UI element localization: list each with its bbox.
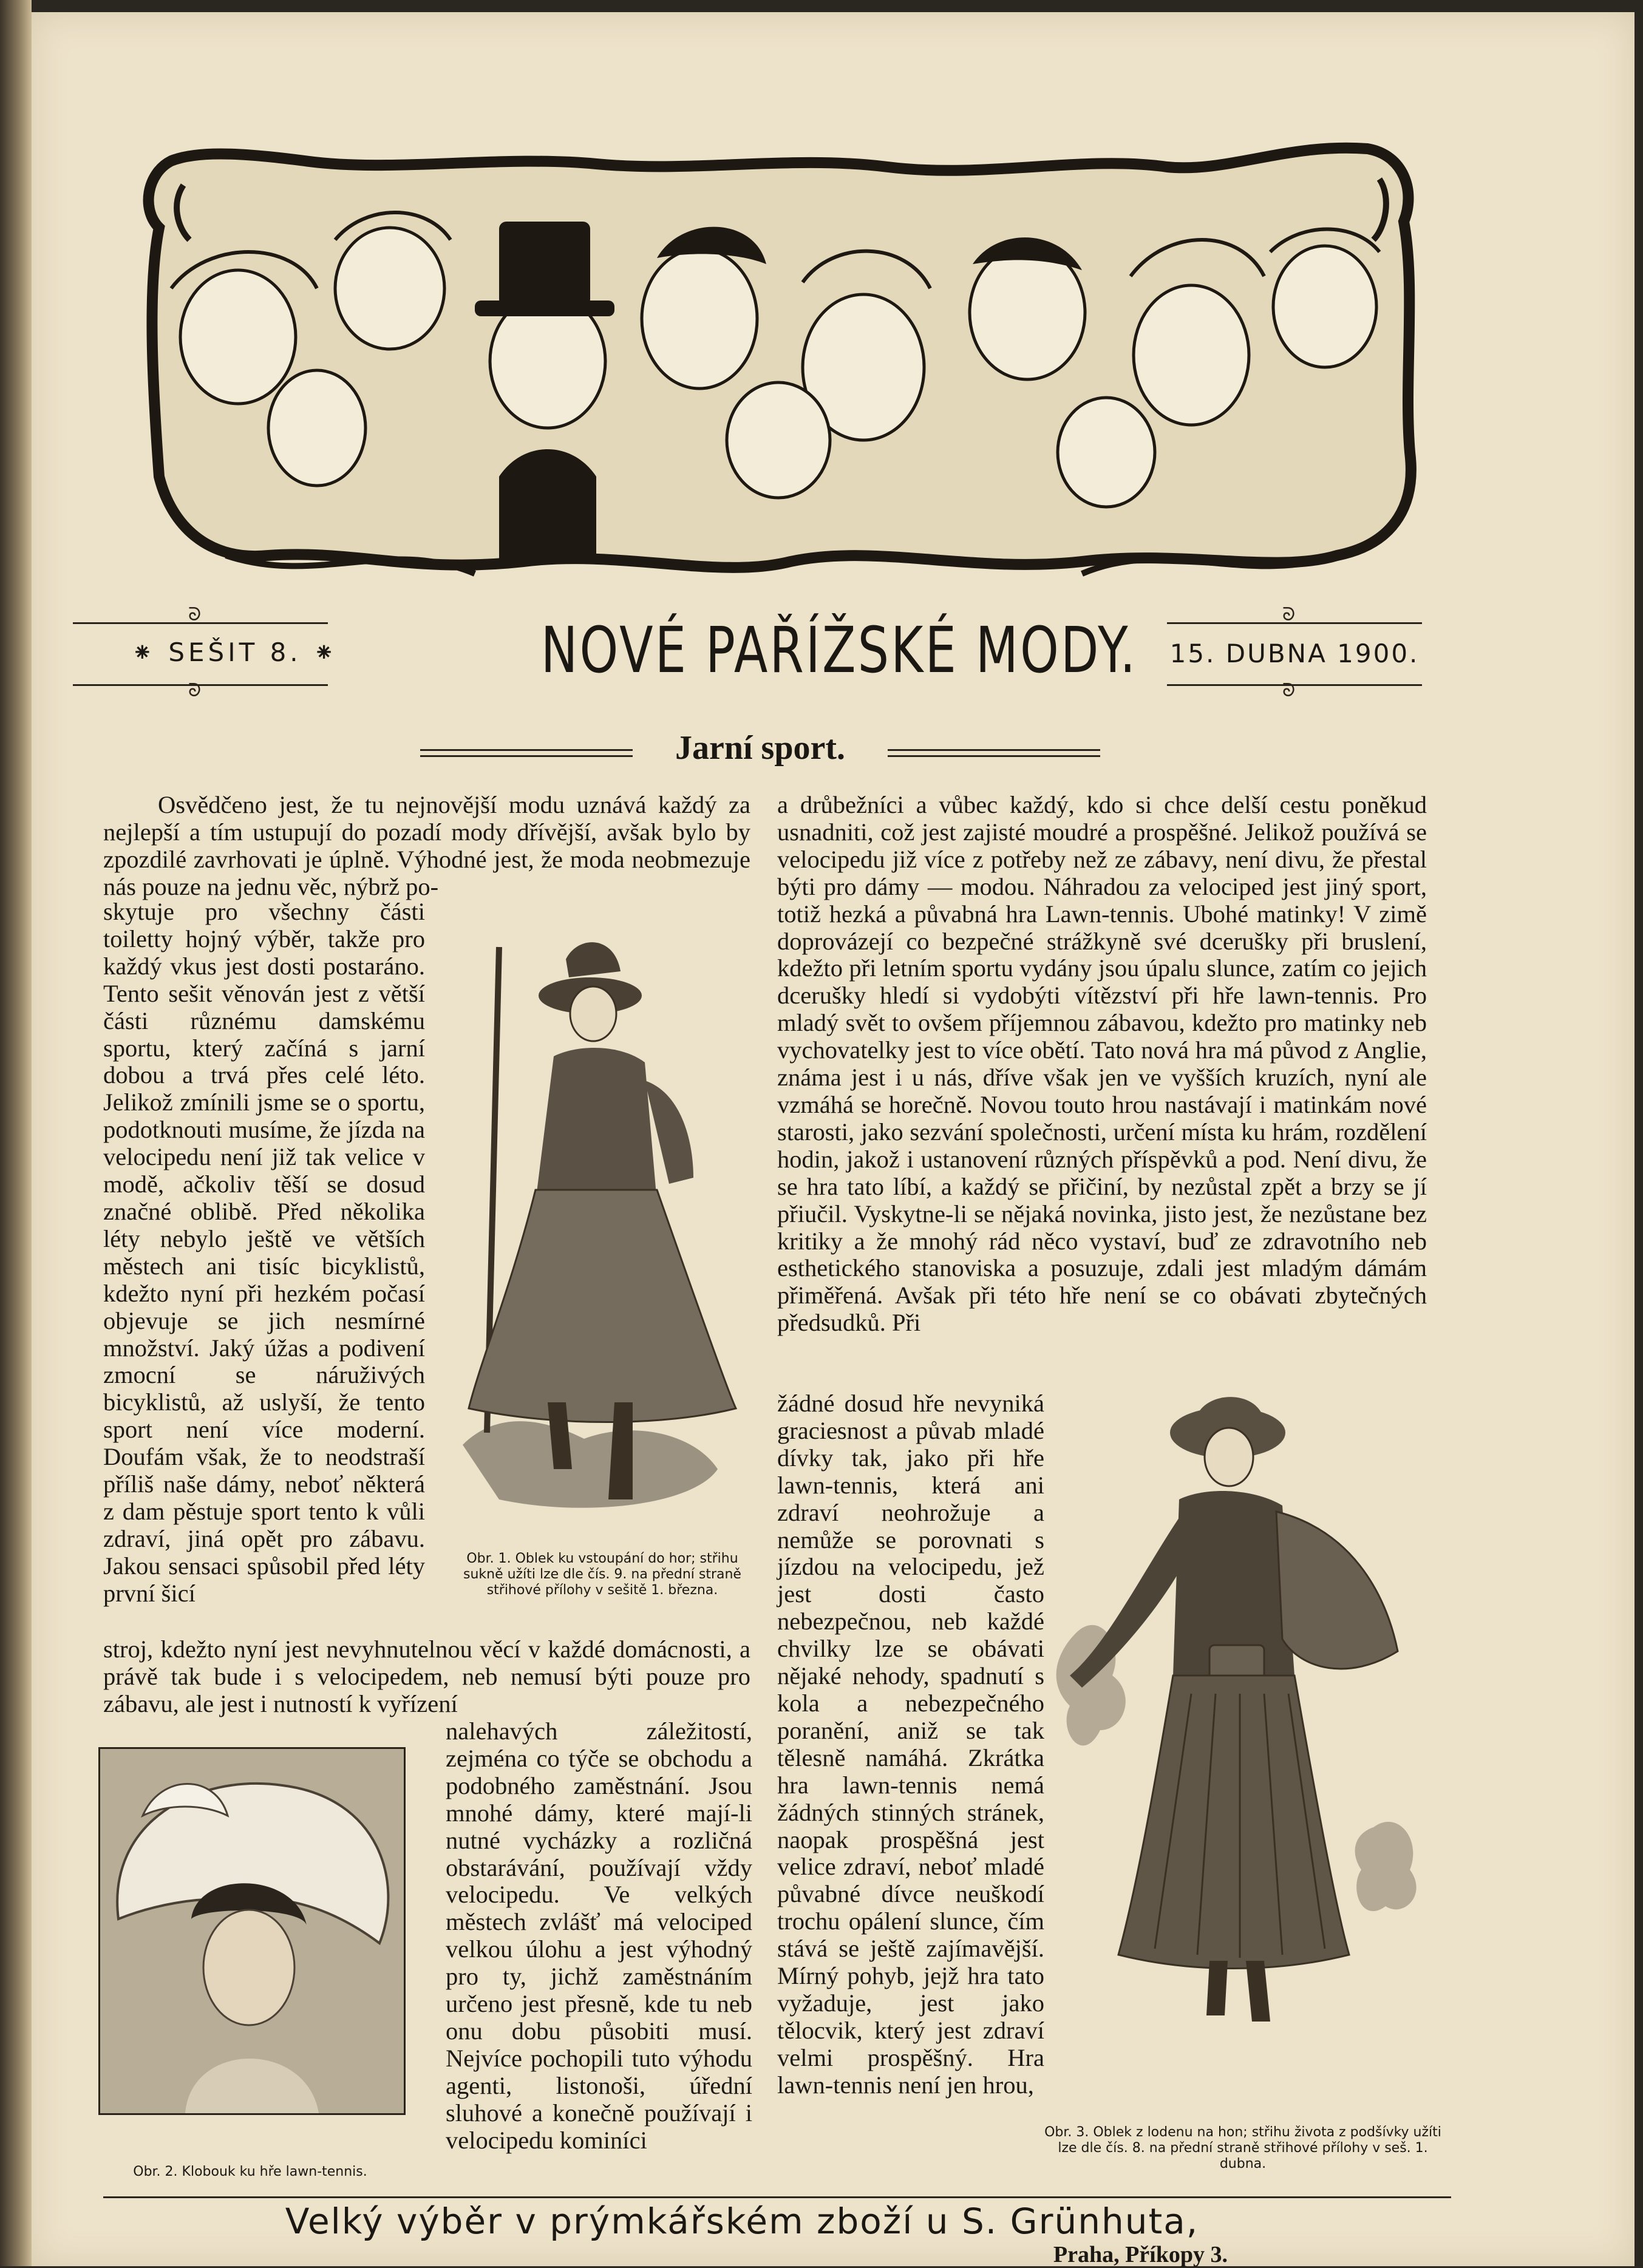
article-column-left xyxy=(103,898,425,1608)
ornament: ᘐ xyxy=(188,680,202,701)
advertisement-address: Praha, Příkopy 3. xyxy=(1053,2242,1228,2267)
header-illustration xyxy=(135,137,1428,580)
figure-tennis-hat xyxy=(98,1747,406,2115)
article-column-right-narrow xyxy=(777,1390,1044,2099)
paragraph: skytuje pro všechny části toiletty hojný výběr, takže pro každý vkus jest dosti postaráno. Tento sešit věnován jest z větší části různému damskému sportu, který začíná s jarní dobou a trvá přes celé léto. Jelikož zmínili jsme se o sportu, podotknouti musíme, že jízda na velocipedu není již tak velice v modě, ačkoliv těší se dosud značné oblibě. Před několika léty nebylo ještě ve větších městech ani tisíc bicyklistů, kdežto nyní při hezkém počasí objevuje se jich nesmírné množství. Jaký úžas a podivení zmocní se náruživých bicyklistů, až uslyší, že tento sport není více moderní. Doufám však, že to neodstraší příliš naše dámy, neboť některá z dam pěstuje sport tento k vůli zdraví, jiná opět pro zábavu. Jakou sensaci spůsobil před léty první šicí xyxy=(103,898,425,1607)
paragraph: žádné dosud hře nevyniká graciesnost a půvab mladé dívky tak, jako při hře lawn-tennis, která ani zdraví neohrožuje a nemůže se porovnati s jízdou na velocipedu, jež jest dosti často nebezpečnou, neb každé chvilky lze se obávati nějaké nehody, spadnutí s kola a nebezpečného poranění, aniž se tak tělesně namáhá. Zkrátka hra lawn-tennis nemá žádných stinných stránek, naopak prospěšná jest velice zdraví, neboť mladé půvabné dívce neuškodí trochu opálení slunce, čím stává se ještě zajímavější. Mírný pohyb, jejž hra tato vyžaduje, jest jako tělocvik, který jest zdraví velmi prospěšný. Hra lawn-tennis není jen hrou, xyxy=(777,1390,1044,2099)
footer-rule xyxy=(103,2196,1451,2198)
article-intro xyxy=(103,792,750,901)
ornament: ᘐ xyxy=(1282,604,1296,625)
ornament: ᘐ xyxy=(188,604,202,625)
article-column-left-wide xyxy=(103,1636,750,1718)
article-column-middle xyxy=(446,1718,752,2154)
advertisement: Velký výběr v prýmkářském zboží u S. Grünhuta, xyxy=(285,2201,1199,2242)
article-title: Jarní sport. xyxy=(675,729,845,767)
paragraph: a drůbežníci a vůbec každý, kdo si chce delší cestu poněkud usnadniti, což jest zajisté moudré a prospěšné. Jelikož používá se velocipedu již více z potřeby než ze zábavy, není divu, že přestal býti pro dámy — modou. Náhradou za velociped jest jiný sport, totiž hezká a půvabná hra Lawn-tennis. Ubohé matinky! V zimě doprovázejí co bezpečné strážkyně své dcerušky při bruslení, kdežto při letním sportu vydány jsou úpalu slunce, zatím co jejich dcerušky hledí si vydobýti vítězství při hře lawn-tennis. Pro mladý svět to ovšem příjemnou zábavou, kdežto pro matinky neb vychovatelky jest to více obětí. Tato nová hra má původ z Anglie, známa jest i u nás, dříve však jen ve vyšších kruzích, nyní ale vzmáhá se horečně. Novou touto hrou nastávají i matinkám nové starosti, jako sezvání společnosti, určení místa ku hrám, rozdělení hodin, jakož i ustanovení různých příspěvků a pod. Není divu, že se hra tato líbí, a každý se přičiní, by nezůstal zpět a brzy se jí přiučil. Vyskytne-li se nějaká novinka, jisto jest, že nezůstane bez kritiky a že mnohý rád něco vystaví, buď ze zdravotního neb esthetického stanoviska a posuzuje, zdali jest mladým dámám přiměřená. Avšak při této hře není se co obávati zbytečných předsudků. Při xyxy=(777,791,1427,1337)
title-rule xyxy=(888,755,1100,757)
paragraph: stroj, kdežto nyní jest nevyhnutelnou věcí v každé domácnosti, a právě tak bude i s velocipedem, neb nemusí býti pouze pro zábavu, ale jest i nutností k vyřízení xyxy=(103,1635,750,1717)
article-column-right xyxy=(777,792,1427,1337)
title-rule xyxy=(888,749,1100,751)
figure-2-caption: Obr. 2. Klobouk ku hře lawn-tennis. xyxy=(133,2164,367,2179)
figure-hunting-outfit xyxy=(1033,1390,1446,2058)
figure-1-caption: Obr. 1. Oblek ku vstoupání do hor; střihu sukně užíti lze dle čís. 9. na přední straně střihové přílohy v sešitě 1. března. xyxy=(463,1551,741,1598)
figure-3-caption: Obr. 3. Oblek z lodenu na hon; střihu života z podšívky užíti lze dle čís. 8. na přední straně střihové přílohy v seš. 1. dubna. xyxy=(1044,2125,1441,2171)
book-spine xyxy=(0,0,32,2266)
issue-date: 15. DUBNA 1900. xyxy=(1169,639,1420,668)
publication-title: NOVÉ PAŘÍŽSKÉ MODY. xyxy=(540,613,1138,687)
paragraph: Osvědčeno jest, že tu nejnovější modu uznává každý za nejlepší a tím ustupují do pozadí mody dřívější, avšak bylo by zpozdilé zavrhovati je úplně. Výhodné jest, že moda neobmezuje nás pouze na jednu věc, nýbrž po- xyxy=(103,791,750,900)
ornament: ᘐ xyxy=(1282,680,1296,701)
issue-number: ⁕ SEŠIT 8. ⁕ xyxy=(131,637,339,667)
figure-hiking-outfit xyxy=(463,923,748,1530)
title-rule xyxy=(420,749,633,751)
title-rule xyxy=(420,755,633,757)
magazine-page xyxy=(32,12,1634,2266)
paragraph: nalehavých záležitostí, zejména co týče se obchodu a podobného zaměstnání. Jsou mnohé dámy, které mají-li nutné vycházky a rozličná obstarávání, používají vždy velocipedu. Ve velkých městech zvlášť má velociped velkou úlohu a jest výhodný pro ty, jichž zaměstnáním určeno jest přesně, kde tu neb onu dobu působiti musí. Nejvíce pochopili tuto výhodu agenti, listonoši, úřední sluhové a konečně používají i velocipedu kominíci xyxy=(446,1717,752,2154)
